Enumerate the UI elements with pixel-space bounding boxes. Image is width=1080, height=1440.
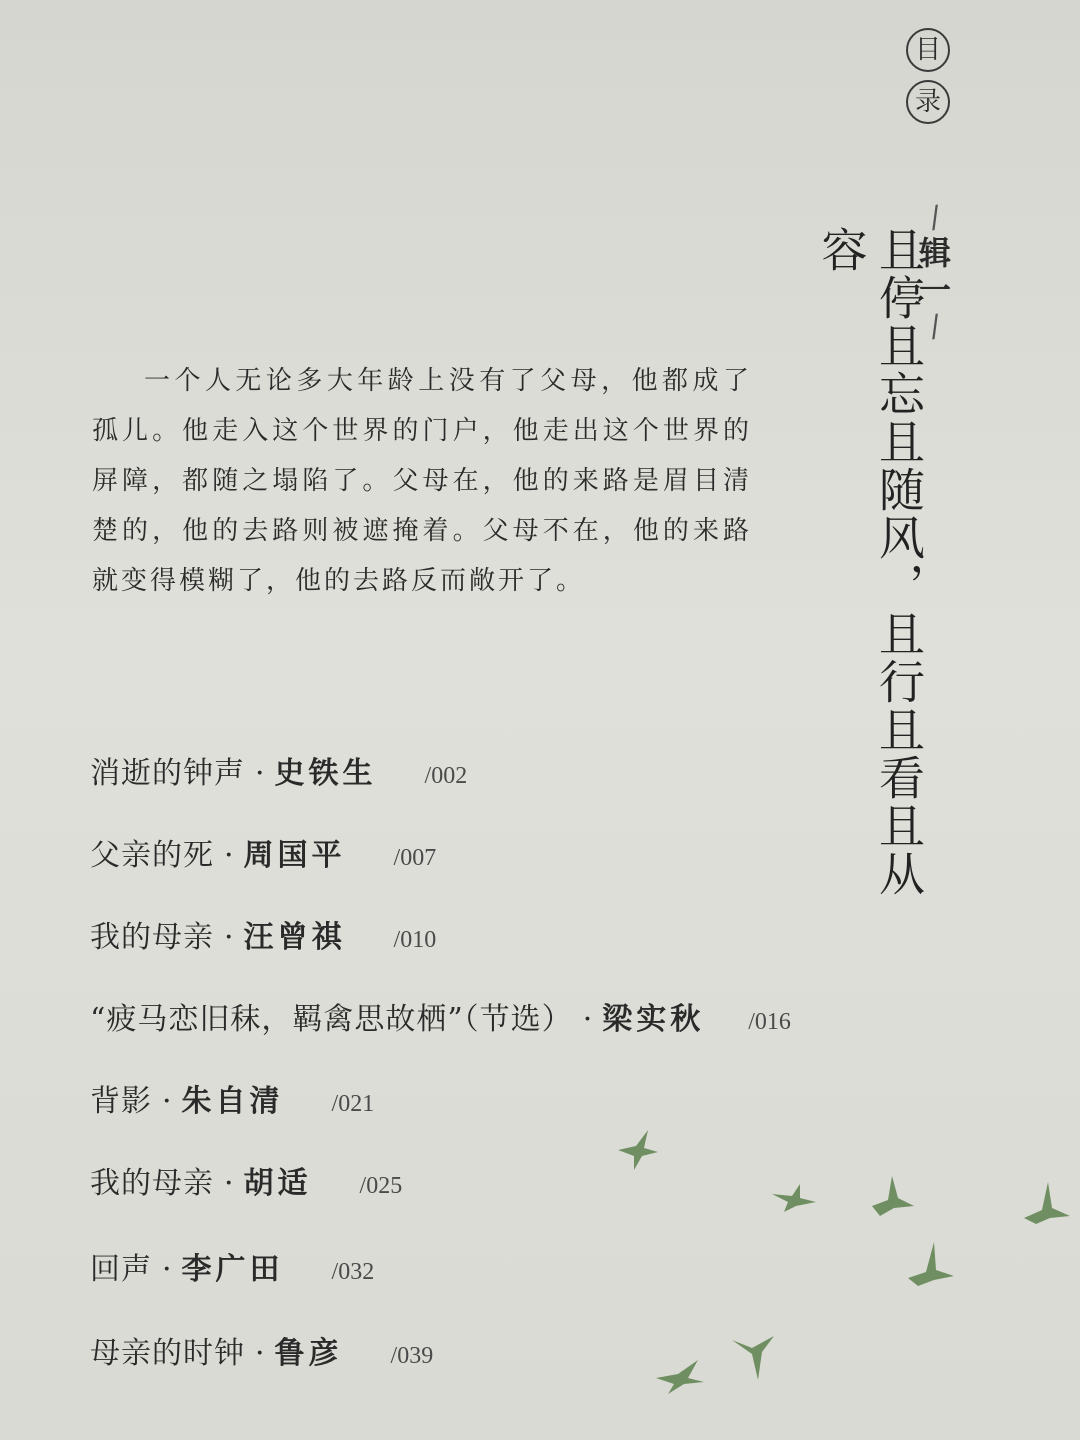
toc-entry[interactable] (90, 994, 791, 1038)
toc-entry-separator: · (224, 1166, 234, 1201)
toc-heading-char: 录 (906, 80, 950, 124)
toc-entry[interactable] (90, 1244, 374, 1288)
toc-entry-author: 汪曾祺 (243, 920, 346, 955)
toc-entry-page: /025 (359, 1173, 403, 1199)
toc-entry-page: /016 (748, 1009, 791, 1035)
toc-entry-title: 我的母亲 (90, 1166, 214, 1201)
toc-entry-page: /039 (390, 1343, 434, 1369)
slash-decoration-icon: / (926, 199, 944, 236)
toc-entry-author: 李广田 (181, 1252, 284, 1287)
flying-bird-icon (654, 1356, 706, 1396)
flying-bird-icon (728, 1334, 778, 1382)
toc-entry-author: 史铁生 (274, 756, 377, 791)
toc-entry-title: 回声 (90, 1252, 152, 1287)
toc-entry[interactable] (90, 912, 436, 956)
toc-entry-title: 我的母亲 (90, 920, 214, 955)
toc-entry-page: /002 (424, 763, 468, 789)
slash-decoration-icon: / (926, 307, 944, 345)
toc-entry-page: /010 (393, 927, 437, 953)
toc-entry-page: /021 (331, 1091, 375, 1117)
flying-bird-icon (612, 1128, 660, 1172)
toc-entry-author: 朱自清 (181, 1084, 284, 1119)
toc-entry[interactable] (90, 830, 436, 874)
toc-entry-separator: · (255, 756, 265, 791)
toc-entry-title: 背影 (90, 1084, 152, 1119)
toc-entry-author: 胡适 (243, 1166, 312, 1201)
toc-heading-char: 目 (906, 28, 950, 72)
toc-entry-title: 消逝的钟声 (90, 756, 245, 791)
intro-paragraph: 一个人无论多大年龄上没有了父母，他都成了孤儿。他走入这个世界的门户，他走出这个世界的屏障，都随之塌陷了。父母在，他的来路是眉目清楚的，他的去路则被遮掩着。父母不在，他的来路就变得模糊了，他的去路反而敞开了。 (92, 366, 752, 596)
section-title: 且停且忘且随风，且行且看且从容 (814, 226, 926, 898)
toc-entry-page: /007 (393, 845, 437, 871)
toc-entry-author: 鲁彦 (274, 1336, 343, 1371)
toc-entry[interactable] (90, 1328, 433, 1372)
toc-entry-separator: · (224, 920, 234, 955)
flying-bird-icon (770, 1180, 818, 1216)
section-label-char: 辑 (918, 234, 951, 272)
toc-entry-title: “疲马恋旧秣，羁禽思故栖”（节选） (90, 1002, 573, 1037)
toc-entry-title: 父亲的死 (90, 838, 214, 873)
section-label-char: 一 (918, 270, 951, 309)
toc-entry-separator: · (162, 1252, 172, 1287)
flying-bird-icon (906, 1240, 956, 1288)
flying-bird-icon (1022, 1178, 1072, 1226)
toc-entry[interactable] (90, 748, 467, 792)
toc-entry-author: 周国平 (243, 838, 346, 873)
toc-entry-separator: · (582, 1002, 593, 1037)
toc-entry-page: /032 (331, 1259, 375, 1285)
toc-entry[interactable] (90, 1076, 374, 1120)
toc-entry-author: 梁实秋 (602, 1002, 705, 1037)
toc-heading (902, 28, 954, 124)
toc-entry-separator: · (255, 1336, 265, 1371)
toc-entry[interactable] (90, 1158, 402, 1202)
flying-bird-icon (868, 1172, 916, 1220)
toc-entry-separator: · (162, 1084, 172, 1119)
toc-entry-separator: · (224, 838, 234, 873)
toc-entry-title: 母亲的时钟 (90, 1336, 245, 1371)
